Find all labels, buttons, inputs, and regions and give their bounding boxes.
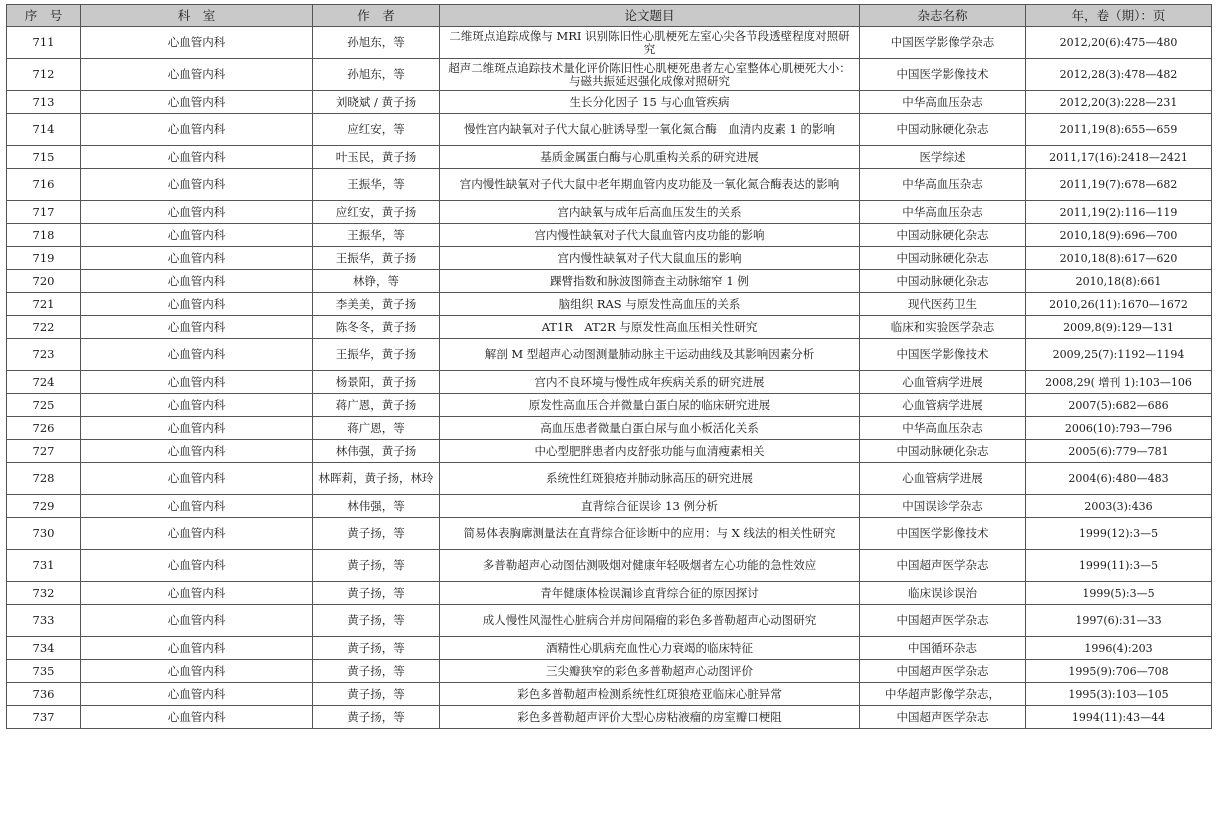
cell-journal: 医学综述	[860, 146, 1026, 169]
cell-citation: 2005(6):779—781	[1026, 440, 1212, 463]
table-row	[7, 224, 1212, 247]
header-number: 序 号	[7, 5, 81, 27]
cell-department: 心血管内科	[81, 394, 313, 417]
cell-author: 王振华，等	[313, 224, 440, 247]
cell-paper-title: 基质金属蛋白酶与心肌重构关系的研究进展	[440, 146, 860, 169]
cell-number: 731	[7, 550, 81, 582]
cell-number: 716	[7, 169, 81, 201]
cell-department: 心血管内科	[81, 637, 313, 660]
cell-number: 718	[7, 224, 81, 247]
cell-journal: 中国医学影像技术	[860, 59, 1026, 91]
cell-journal: 临床和实验医学杂志	[860, 316, 1026, 339]
cell-number: 719	[7, 247, 81, 270]
cell-citation: 2008,29( 增刊 1):103—106	[1026, 371, 1212, 394]
cell-citation: 2010,18(8):617—620	[1026, 247, 1212, 270]
cell-journal: 中国超声医学杂志	[860, 660, 1026, 683]
cell-journal: 中国医学影像技术	[860, 518, 1026, 550]
cell-department: 心血管内科	[81, 440, 313, 463]
cell-paper-title: 三尖瓣狭窄的彩色多普勒超声心动图评价	[440, 660, 860, 683]
cell-journal: 中华高血压杂志	[860, 169, 1026, 201]
table-row	[7, 440, 1212, 463]
cell-paper-title: 彩色多普勒超声评价大型心房粘液瘤的房室瓣口梗阻	[440, 706, 860, 729]
table-row	[7, 247, 1212, 270]
cell-citation: 2009,8(9):129—131	[1026, 316, 1212, 339]
cell-department: 心血管内科	[81, 169, 313, 201]
cell-journal: 中华高血压杂志	[860, 417, 1026, 440]
cell-journal: 心血管病学进展	[860, 463, 1026, 495]
cell-author: 黄子扬，等	[313, 660, 440, 683]
cell-number: 728	[7, 463, 81, 495]
table-row	[7, 169, 1212, 201]
cell-paper-title: 宫内慢性缺氧对子代大鼠中老年期血管内皮功能及一氧化氮合酶表达的影响	[440, 169, 860, 201]
cell-department: 心血管内科	[81, 224, 313, 247]
cell-department: 心血管内科	[81, 683, 313, 706]
cell-author: 王振华，等	[313, 169, 440, 201]
cell-paper-title: 宫内慢性缺氧对子代大鼠血管内皮功能的影响	[440, 224, 860, 247]
cell-department: 心血管内科	[81, 114, 313, 146]
cell-author: 蒋广恩，黄子扬	[313, 394, 440, 417]
cell-author: 孙旭东，等	[313, 59, 440, 91]
cell-department: 心血管内科	[81, 463, 313, 495]
table-row	[7, 394, 1212, 417]
cell-department: 心血管内科	[81, 59, 313, 91]
header-paper-title: 论文题目	[440, 5, 860, 27]
cell-number: 717	[7, 201, 81, 224]
cell-paper-title: 慢性宫内缺氧对子代大鼠心脏诱导型一氧化氮合酶 血清内皮素 1 的影响	[440, 114, 860, 146]
cell-paper-title: 酒精性心肌病充血性心力衰竭的临床特征	[440, 637, 860, 660]
cell-journal: 中国误诊学杂志	[860, 495, 1026, 518]
cell-paper-title: 脑组织 RAS 与原发性高血压的关系	[440, 293, 860, 316]
cell-author: 王振华，黄子扬	[313, 339, 440, 371]
cell-citation: 2003(3):436	[1026, 495, 1212, 518]
cell-paper-title: 二维斑点追踪成像与 MRI 识别陈旧性心肌梗死左室心尖各节段透壁程度对照研究	[440, 27, 860, 59]
cell-number: 737	[7, 706, 81, 729]
table-row	[7, 660, 1212, 683]
table-row	[7, 371, 1212, 394]
cell-journal: 中华高血压杂志	[860, 201, 1026, 224]
cell-department: 心血管内科	[81, 91, 313, 114]
cell-citation: 2010,18(9):696—700	[1026, 224, 1212, 247]
cell-author: 林伟强，等	[313, 495, 440, 518]
cell-paper-title: 系统性红斑狼疮并肺动脉高压的研究进展	[440, 463, 860, 495]
cell-paper-title: 踝臂指数和脉波图筛查主动脉缩窄 1 例	[440, 270, 860, 293]
cell-citation: 2004(6):480—483	[1026, 463, 1212, 495]
table-row	[7, 463, 1212, 495]
cell-number: 730	[7, 518, 81, 550]
cell-paper-title: 青年健康体检误漏诊直背综合征的原因探讨	[440, 582, 860, 605]
cell-author: 杨景阳，黄子扬	[313, 371, 440, 394]
cell-number: 736	[7, 683, 81, 706]
cell-department: 心血管内科	[81, 582, 313, 605]
cell-journal: 中国医学影像技术	[860, 339, 1026, 371]
cell-number: 714	[7, 114, 81, 146]
cell-journal: 中国超声医学杂志	[860, 605, 1026, 637]
cell-citation: 1999(5):3—5	[1026, 582, 1212, 605]
cell-journal: 中国动脉硬化杂志	[860, 247, 1026, 270]
cell-journal: 中国循环杂志	[860, 637, 1026, 660]
cell-author: 林晖莉，黄子扬，林玲	[313, 463, 440, 495]
table-row	[7, 27, 1212, 59]
cell-department: 心血管内科	[81, 146, 313, 169]
cell-journal: 中华超声影像学杂志，	[860, 683, 1026, 706]
table-row	[7, 706, 1212, 729]
cell-number: 711	[7, 27, 81, 59]
cell-author: 黄子扬，等	[313, 518, 440, 550]
cell-author: 陈冬冬，黄子扬	[313, 316, 440, 339]
cell-department: 心血管内科	[81, 371, 313, 394]
cell-journal: 中华高血压杂志	[860, 91, 1026, 114]
table-row	[7, 605, 1212, 637]
cell-citation: 2006(10):793—796	[1026, 417, 1212, 440]
cell-department: 心血管内科	[81, 270, 313, 293]
table-row	[7, 59, 1212, 91]
cell-citation: 2010,18(8):661	[1026, 270, 1212, 293]
cell-paper-title: 解剖 M 型超声心动图测量肺动脉主干运动曲线及其影响因素分析	[440, 339, 860, 371]
table-row	[7, 270, 1212, 293]
cell-journal: 临床误诊误治	[860, 582, 1026, 605]
table-row	[7, 582, 1212, 605]
header-journal: 杂志名称	[860, 5, 1026, 27]
cell-number: 735	[7, 660, 81, 683]
cell-citation: 1997(6):31—33	[1026, 605, 1212, 637]
cell-paper-title: 直背综合征误诊 13 例分析	[440, 495, 860, 518]
cell-journal: 心血管病学进展	[860, 371, 1026, 394]
cell-number: 722	[7, 316, 81, 339]
cell-number: 726	[7, 417, 81, 440]
cell-department: 心血管内科	[81, 518, 313, 550]
cell-department: 心血管内科	[81, 247, 313, 270]
table-row	[7, 91, 1212, 114]
cell-citation: 2012,20(3):228—231	[1026, 91, 1212, 114]
cell-department: 心血管内科	[81, 339, 313, 371]
cell-citation: 2011,17(16):2418—2421	[1026, 146, 1212, 169]
cell-author: 应红安，黄子扬	[313, 201, 440, 224]
table-row	[7, 114, 1212, 146]
cell-author: 黄子扬，等	[313, 605, 440, 637]
table-row	[7, 339, 1212, 371]
cell-paper-title: 宫内慢性缺氧对子代大鼠血压的影响	[440, 247, 860, 270]
cell-department: 心血管内科	[81, 27, 313, 59]
cell-author: 应红安，等	[313, 114, 440, 146]
cell-citation: 1994(11):43—44	[1026, 706, 1212, 729]
cell-department: 心血管内科	[81, 660, 313, 683]
cell-author: 叶玉民，黄子扬	[313, 146, 440, 169]
cell-paper-title: 宫内缺氧与成年后高血压发生的关系	[440, 201, 860, 224]
cell-author: 黄子扬，等	[313, 637, 440, 660]
cell-paper-title: 简易体表胸廓测量法在直背综合征诊断中的应用：与 X 线法的相关性研究	[440, 518, 860, 550]
table-row	[7, 550, 1212, 582]
cell-author: 黄子扬，等	[313, 706, 440, 729]
cell-paper-title: 中心型肥胖患者内皮舒张功能与血清瘦素相关	[440, 440, 860, 463]
cell-journal: 中国医学影像学杂志	[860, 27, 1026, 59]
cell-paper-title: AT1R AT2R 与原发性高血压相关性研究	[440, 316, 860, 339]
table-row	[7, 417, 1212, 440]
cell-journal: 中国超声医学杂志	[860, 550, 1026, 582]
cell-paper-title: 宫内不良环境与慢性成年疾病关系的研究进展	[440, 371, 860, 394]
cell-author: 孙旭东，等	[313, 27, 440, 59]
cell-paper-title: 彩色多普勒超声检测系统性红斑狼疮亚临床心脏异常	[440, 683, 860, 706]
cell-author: 王振华，黄子扬	[313, 247, 440, 270]
cell-author: 黄子扬，等	[313, 550, 440, 582]
cell-citation: 2007(5):682—686	[1026, 394, 1212, 417]
cell-number: 713	[7, 91, 81, 114]
table-row	[7, 637, 1212, 660]
cell-citation: 2011,19(7):678—682	[1026, 169, 1212, 201]
table-row	[7, 518, 1212, 550]
cell-paper-title: 多普勒超声心动图估测吸烟对健康年轻吸烟者左心功能的急性效应	[440, 550, 860, 582]
cell-citation: 1999(12):3—5	[1026, 518, 1212, 550]
cell-paper-title: 原发性高血压合并微量白蛋白尿的临床研究进展	[440, 394, 860, 417]
cell-number: 727	[7, 440, 81, 463]
cell-paper-title: 成人慢性风湿性心脏病合并房间隔瘤的彩色多普勒超声心动图研究	[440, 605, 860, 637]
cell-number: 724	[7, 371, 81, 394]
cell-department: 心血管内科	[81, 605, 313, 637]
cell-journal: 中国超声医学杂志	[860, 706, 1026, 729]
cell-author: 黄子扬，等	[313, 582, 440, 605]
cell-journal: 中国动脉硬化杂志	[860, 114, 1026, 146]
cell-department: 心血管内科	[81, 293, 313, 316]
cell-author: 蒋广恩，等	[313, 417, 440, 440]
cell-department: 心血管内科	[81, 495, 313, 518]
cell-number: 725	[7, 394, 81, 417]
cell-department: 心血管内科	[81, 417, 313, 440]
cell-author: 刘晓斌 / 黄子扬	[313, 91, 440, 114]
publication-table-page	[6, 4, 1212, 729]
table-row	[7, 146, 1212, 169]
table-row	[7, 201, 1212, 224]
cell-number: 732	[7, 582, 81, 605]
cell-number: 723	[7, 339, 81, 371]
cell-journal: 中国动脉硬化杂志	[860, 224, 1026, 247]
table-row	[7, 683, 1212, 706]
cell-citation: 2011,19(8):655—659	[1026, 114, 1212, 146]
cell-journal: 中国动脉硬化杂志	[860, 440, 1026, 463]
cell-journal: 心血管病学进展	[860, 394, 1026, 417]
cell-citation: 2010,26(11):1670—1672	[1026, 293, 1212, 316]
cell-paper-title: 生长分化因子 15 与心血管疾病	[440, 91, 860, 114]
cell-citation: 2009,25(7):1192—1194	[1026, 339, 1212, 371]
cell-citation: 1995(9):706—708	[1026, 660, 1212, 683]
cell-number: 715	[7, 146, 81, 169]
table-row	[7, 316, 1212, 339]
header-department: 科 室	[81, 5, 313, 27]
cell-paper-title: 超声二维斑点追踪技术量化评价陈旧性心肌梗死患者左心室整体心肌梗死大小：与磁共振延迟强化成像对照研究	[440, 59, 860, 91]
cell-author: 李美美，黄子扬	[313, 293, 440, 316]
cell-number: 733	[7, 605, 81, 637]
cell-citation: 1996(4):203	[1026, 637, 1212, 660]
cell-number: 729	[7, 495, 81, 518]
cell-citation: 1999(11):3—5	[1026, 550, 1212, 582]
cell-number: 721	[7, 293, 81, 316]
cell-citation: 1995(3):103—105	[1026, 683, 1212, 706]
cell-citation: 2012,20(6):475—480	[1026, 27, 1212, 59]
cell-number: 720	[7, 270, 81, 293]
cell-number: 712	[7, 59, 81, 91]
table-row	[7, 293, 1212, 316]
cell-author: 林铮，等	[313, 270, 440, 293]
cell-journal: 现代医药卫生	[860, 293, 1026, 316]
table-header	[7, 5, 1212, 27]
cell-department: 心血管内科	[81, 550, 313, 582]
header-citation: 年，卷（期）：页	[1026, 5, 1212, 27]
cell-citation: 2011,19(2):116—119	[1026, 201, 1212, 224]
cell-citation: 2012,28(3):478—482	[1026, 59, 1212, 91]
cell-paper-title: 高血压患者微量白蛋白尿与血小板活化关系	[440, 417, 860, 440]
cell-journal: 中国动脉硬化杂志	[860, 270, 1026, 293]
cell-author: 林伟强，黄子扬	[313, 440, 440, 463]
cell-department: 心血管内科	[81, 706, 313, 729]
header-author: 作 者	[313, 5, 440, 27]
cell-author: 黄子扬，等	[313, 683, 440, 706]
table-row	[7, 495, 1212, 518]
table-body	[7, 27, 1212, 729]
cell-department: 心血管内科	[81, 201, 313, 224]
publication-table	[6, 4, 1212, 729]
cell-number: 734	[7, 637, 81, 660]
cell-department: 心血管内科	[81, 316, 313, 339]
